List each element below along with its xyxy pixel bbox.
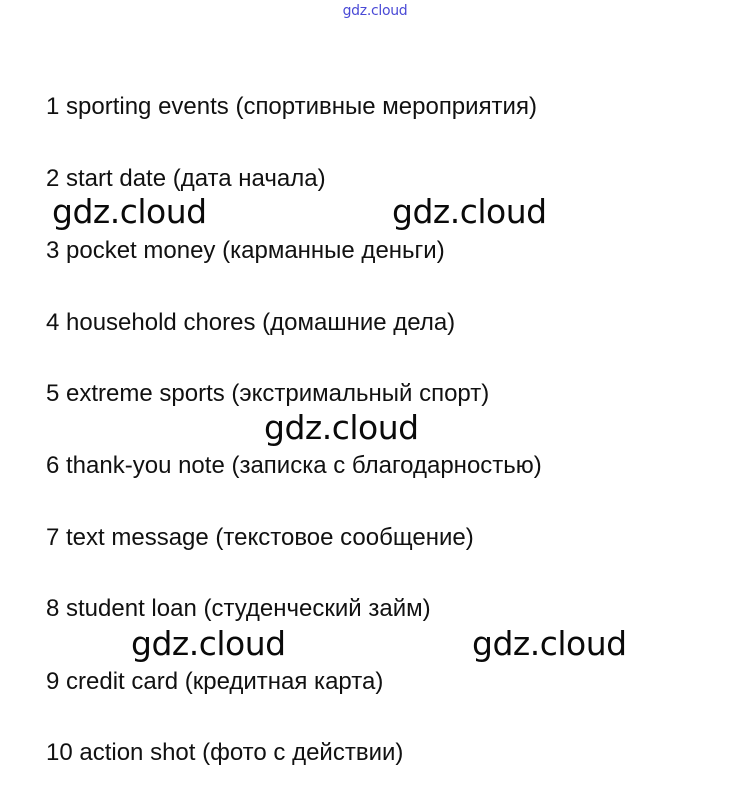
list-item: 8 student loan (студенческий займ) [46, 595, 431, 622]
list-item: 3 pocket money (карманные деньги) [46, 237, 445, 264]
site-logo: gdz.cloud [342, 3, 408, 19]
list-item: 6 thank-you note (записка с благодарностью) [46, 452, 542, 479]
watermark-text: gdz.cloud [392, 192, 547, 231]
watermark-text: gdz.cloud [52, 192, 207, 231]
list-item: 10 action shot (фото с действии) [46, 739, 404, 766]
list-item: 9 credit card (кредитная карта) [46, 668, 384, 695]
list-item: 7 text message (текстовое сообщение) [46, 524, 474, 551]
list-item: 1 sporting events (спортивные мероприятия) [46, 93, 537, 120]
list-item: 5 extreme sports (экстримальный спорт) [46, 380, 490, 407]
watermark-text: gdz.cloud [131, 624, 286, 663]
list-item: 2 start date (дата начала) [46, 165, 326, 192]
list-item: 4 household chores (домашние дела) [46, 309, 456, 336]
watermark-text: gdz.cloud [264, 408, 419, 447]
watermark-text: gdz.cloud [472, 624, 627, 663]
